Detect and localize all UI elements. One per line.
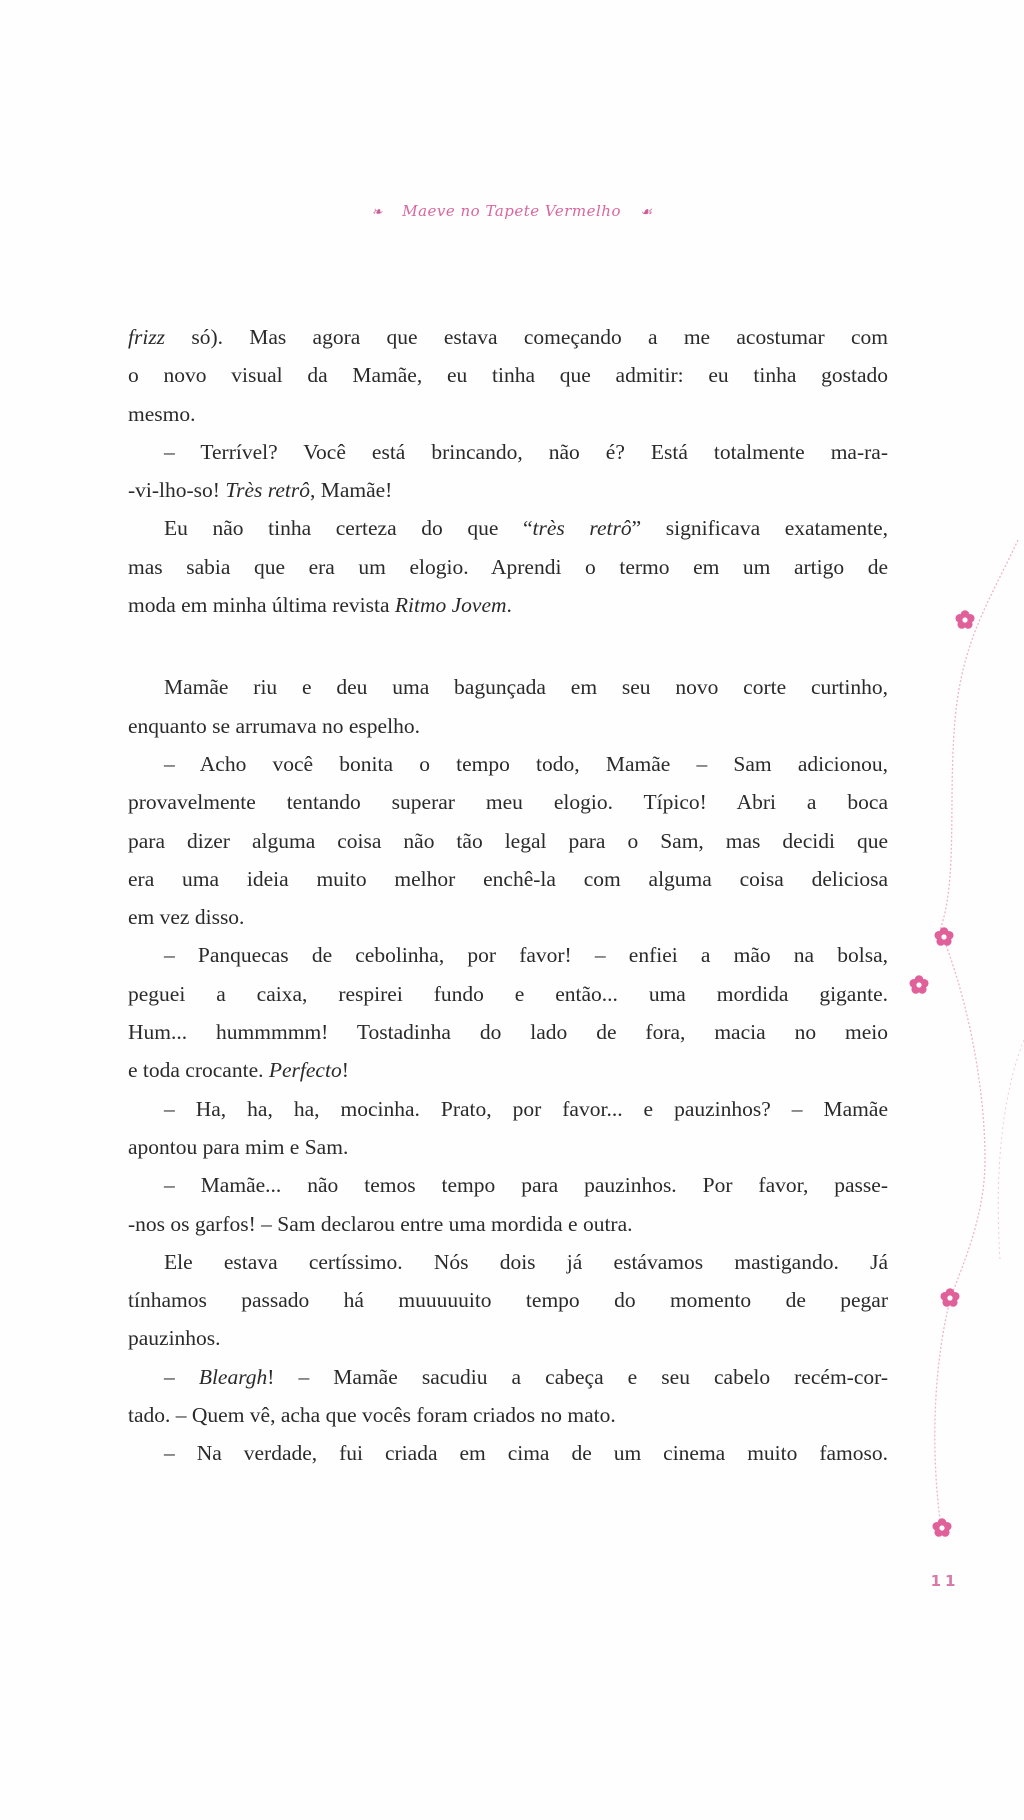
text-run: – Na verdade, fui criada em cima de um cinema muito famoso. xyxy=(164,1441,888,1466)
paragraph xyxy=(128,745,888,936)
text-line xyxy=(128,822,888,860)
paragraph-gap xyxy=(128,624,888,668)
text-line xyxy=(128,707,888,745)
paragraph xyxy=(128,509,888,624)
flower-icon xyxy=(908,974,930,996)
text-run: apontou para mim e Sam. xyxy=(128,1134,349,1159)
text-run: – Panquecas de cebolinha, por favor! – enfiei a mão na bolsa, xyxy=(164,943,888,968)
text-line xyxy=(128,898,888,936)
text-run: . xyxy=(506,593,512,618)
text-run: peguei a caixa, respirei fundo e então... uma mordida gigante. xyxy=(128,981,888,1006)
running-header xyxy=(0,202,1024,220)
text-line xyxy=(128,1243,888,1281)
text-line xyxy=(128,1358,888,1396)
text-run: Mamãe riu e deu uma bagunçada em seu novo corte curtinho, xyxy=(164,675,888,700)
text-line xyxy=(128,860,888,898)
text-line xyxy=(128,975,888,1013)
page-number: 11 xyxy=(930,1572,960,1590)
text-run: era uma ideia muito melhor enchê-la com alguma coisa deliciosa xyxy=(128,866,888,891)
paragraph xyxy=(128,1358,888,1435)
italic-text: Ritmo Jovem xyxy=(394,593,507,618)
text-run: o novo visual da Mamãe, eu tinha que admitir: eu tinha gostado xyxy=(128,363,888,388)
text-run: -nos os garfos! – Sam declarou entre uma mordida e outra. xyxy=(128,1211,633,1236)
text-line xyxy=(128,548,888,586)
text-run: mesmo. xyxy=(128,401,196,426)
text-run: ” significava exatamente, xyxy=(631,516,888,541)
left-flourish-icon: ❧ xyxy=(371,205,383,220)
text-run: – Ha, ha, ha, mocinha. Prato, por favor... e pauzinhos? – Mamãe xyxy=(164,1096,888,1121)
paragraph xyxy=(128,1166,888,1243)
text-line xyxy=(128,318,888,356)
italic-text: Perfecto xyxy=(268,1058,342,1083)
paragraph xyxy=(128,668,888,745)
text-line xyxy=(128,1128,888,1166)
right-flourish-icon: ☙ xyxy=(640,205,653,220)
text-run: tínhamos passado há muuuuuito tempo do momento de pegar xyxy=(128,1288,888,1313)
text-run: enquanto se arrumava no espelho. xyxy=(128,713,420,738)
italic-text: frizz xyxy=(128,325,166,349)
decorative-vine-icon xyxy=(880,500,1024,1600)
text-line xyxy=(128,1396,888,1434)
flower-icon xyxy=(954,609,976,631)
text-run: em vez disso. xyxy=(128,905,245,930)
paragraph xyxy=(128,433,888,510)
text-line xyxy=(128,1205,888,1243)
text-line xyxy=(128,1090,888,1128)
text-run: pauzinhos. xyxy=(128,1326,221,1351)
italic-text: Bleargh xyxy=(198,1364,268,1389)
text-run: ! – Mamãe sacudiu a cabeça e seu cabelo recém-cor- xyxy=(267,1364,889,1389)
text-run: – Terrível? Você está brincando, não é? Está totalmente ma-ra- xyxy=(164,439,888,464)
text-run: moda em minha última revista xyxy=(128,593,395,618)
body-text xyxy=(128,318,888,1473)
paragraph xyxy=(128,1090,888,1167)
italic-text: très retrô xyxy=(532,516,632,541)
italic-text: Très retrô xyxy=(225,478,310,503)
text-run: -vi-lho-so! xyxy=(128,478,226,503)
text-run: para dizer alguma coisa não tão legal para o Sam, mas decidi que xyxy=(128,828,888,853)
text-run: Ele estava certíssimo. Nós dois já estávamos mastigando. Já xyxy=(164,1249,888,1274)
text-line xyxy=(128,1013,888,1051)
text-run: provavelmente tentando superar meu elogio. Típico! Abri a boca xyxy=(128,790,888,815)
text-line xyxy=(128,1319,888,1357)
running-header-title: Maeve no Tapete Vermelho xyxy=(402,202,622,220)
flower-icon xyxy=(939,1287,961,1309)
text-line xyxy=(128,1434,888,1472)
text-line xyxy=(128,936,888,974)
text-run: e toda crocante. xyxy=(128,1058,269,1083)
text-run: , Mamãe! xyxy=(309,478,393,503)
text-run: – xyxy=(164,1364,199,1389)
text-line xyxy=(128,395,888,433)
text-line xyxy=(128,1166,888,1204)
text-run: mas sabia que era um elogio. Aprendi o termo em um artigo de xyxy=(128,554,888,579)
text-run: só). Mas agora que estava começando a me acostumar com xyxy=(165,325,888,349)
paragraph xyxy=(128,318,888,433)
paragraph xyxy=(128,936,888,1089)
text-run: Hum... hummmmm! Tostadinha do lado de fora, macia no meio xyxy=(128,1020,888,1045)
flower-icon xyxy=(931,1517,953,1539)
paragraph xyxy=(128,1243,888,1358)
text-run: – Mamãe... não temos tempo para pauzinhos. Por favor, passe- xyxy=(164,1173,888,1198)
text-line xyxy=(128,1051,888,1089)
text-run: ! xyxy=(341,1058,349,1083)
text-line xyxy=(128,356,888,394)
text-line xyxy=(128,433,888,471)
text-run: – Acho você bonita o tempo todo, Mamãe – Sam adicionou, xyxy=(164,751,888,776)
paragraph xyxy=(128,1434,888,1472)
text-run: Eu não tinha certeza do que “ xyxy=(164,516,533,541)
text-run: tado. – Quem vê, acha que vocês foram criados no mato. xyxy=(128,1403,616,1428)
flower-icon xyxy=(933,926,955,948)
text-line xyxy=(128,471,888,509)
text-line xyxy=(128,1281,888,1319)
text-line xyxy=(128,745,888,783)
text-line xyxy=(128,783,888,821)
text-line xyxy=(128,509,888,547)
text-line xyxy=(128,668,888,706)
text-line xyxy=(128,586,888,624)
